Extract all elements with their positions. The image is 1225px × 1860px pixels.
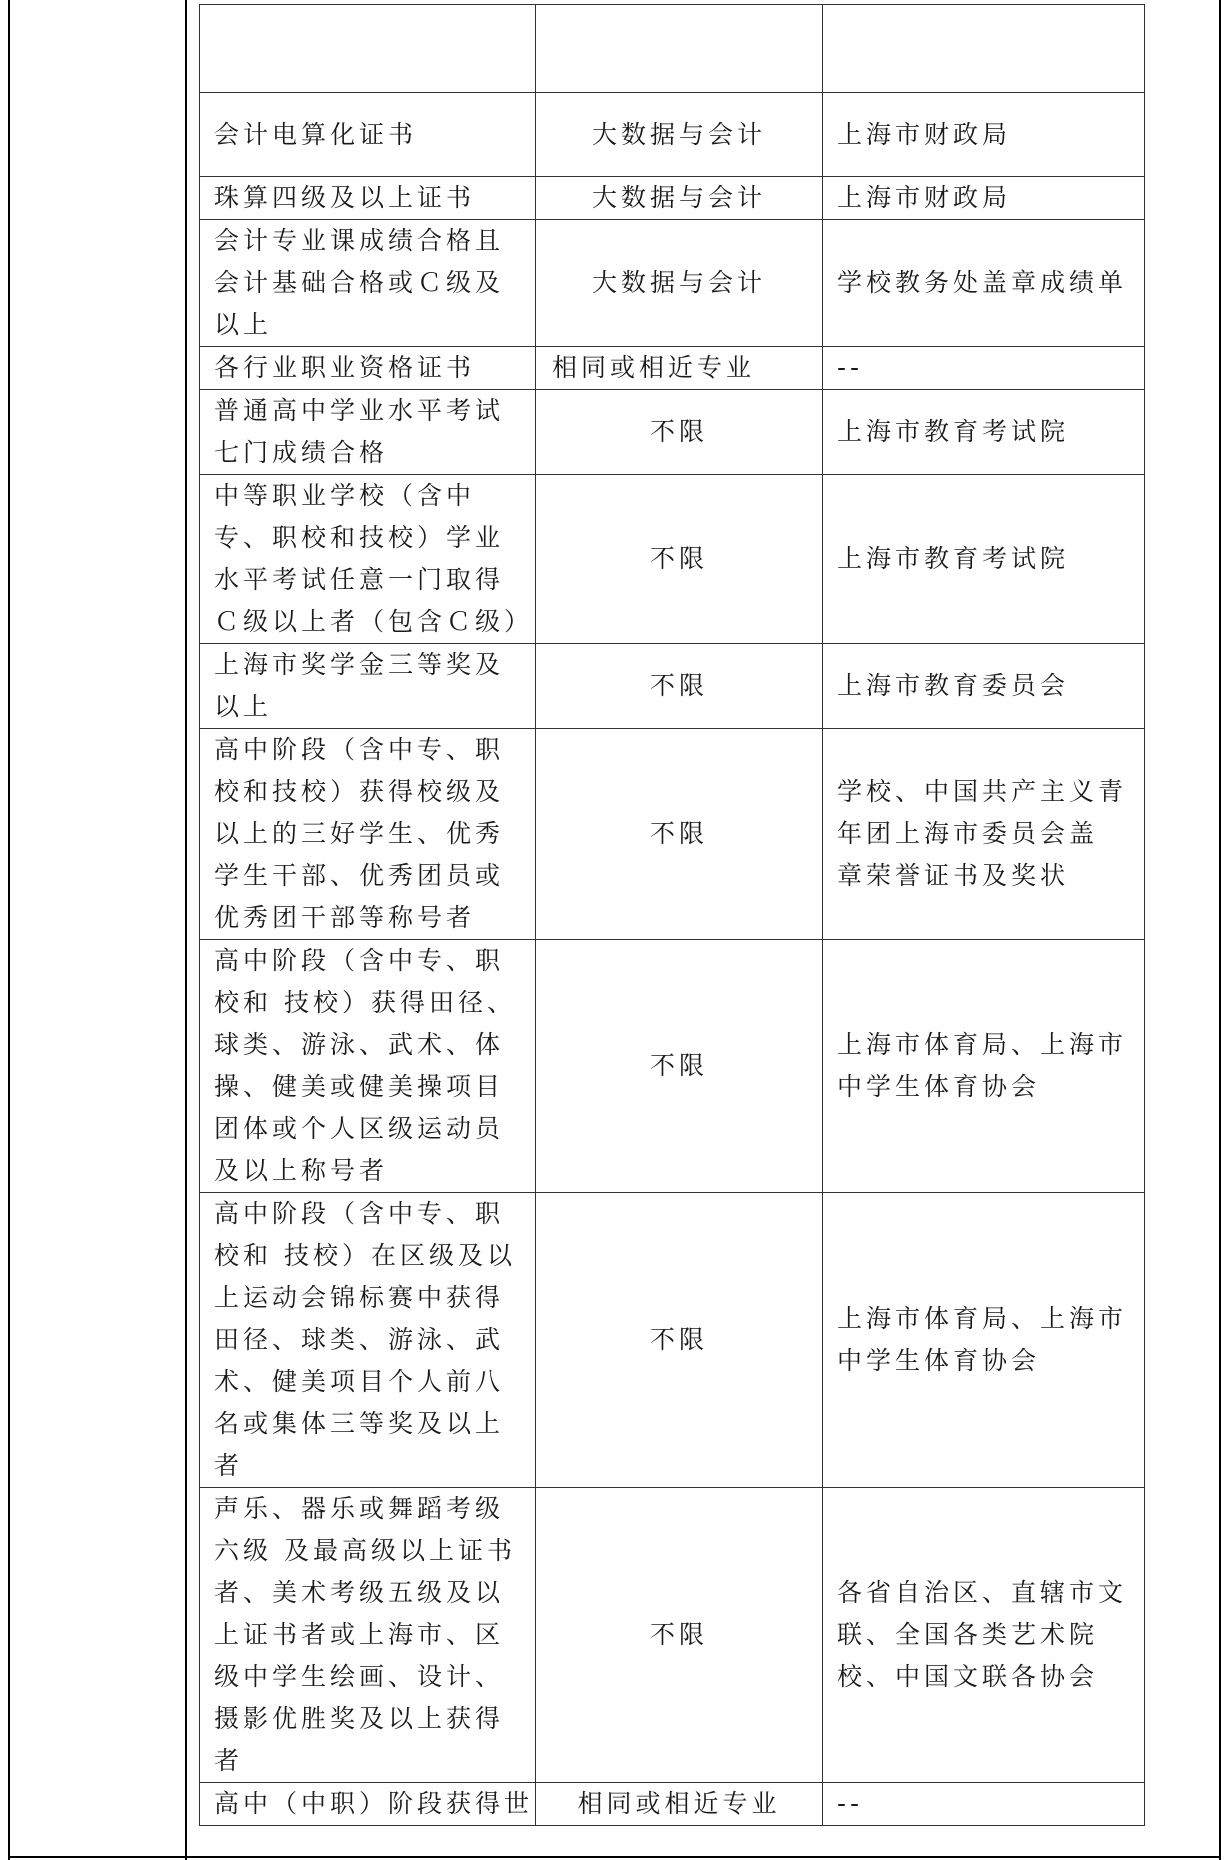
table-row xyxy=(200,475,1145,644)
certificate-cell: 高中阶段（含中专、职校和 技校）获得田径、球类、游泳、武术、体操、健美或健美操项目团体或个人区级运动员及以上称号者 xyxy=(200,940,536,1193)
certificate-cell xyxy=(200,5,536,93)
major-cell: 不限 xyxy=(536,1488,823,1783)
issuer-cell: -- xyxy=(823,1783,1145,1826)
issuer-cell: 上海市体育局、上海市中学生体育协会 xyxy=(823,1193,1145,1488)
issuer-cell: 上海市教育考试院 xyxy=(823,390,1145,475)
certificate-cell: 高中阶段（含中专、职校和 技校）在区级及以上运动会锦标赛中获得田径、球类、游泳、武术、健美项目个人前八名或集体三等奖及以上者 xyxy=(200,1193,536,1488)
issuer-cell: -- xyxy=(823,347,1145,390)
major-cell: 大数据与会计 xyxy=(536,93,823,177)
certificate-cell: 中等职业学校（含中专、职校和技校）学业水平考试任意一门取得Ｃ级以上者（包含Ｃ级） xyxy=(200,475,536,644)
certificate-cell: 各行业职业资格证书 xyxy=(200,347,536,390)
major-cell: 相同或相近专业 xyxy=(536,1783,823,1826)
issuer-cell: 上海市教育委员会 xyxy=(823,644,1145,729)
issuer-cell: 学校、中国共产主义青年团上海市委员会盖 章荣誉证书及奖状 xyxy=(823,729,1145,940)
issuer-cell: 上海市财政局 xyxy=(823,93,1145,177)
major-cell: 不限 xyxy=(536,390,823,475)
table-row xyxy=(200,729,1145,940)
table-row xyxy=(200,390,1145,475)
frame-right-border xyxy=(1219,0,1221,1860)
major-cell: 大数据与会计 xyxy=(536,177,823,220)
certificate-table xyxy=(199,4,1145,1826)
certificate-cell: 会计电算化证书 xyxy=(200,93,536,177)
issuer-cell: 上海市教育考试院 xyxy=(823,475,1145,644)
certificate-cell: 普通高中学业水平考试七门成绩合格 xyxy=(200,390,536,475)
certificate-cell: 高中阶段（含中专、职校和技校）获得校级及以上的三好学生、优秀学生干部、优秀团员或优秀团干部等称号者 xyxy=(200,729,536,940)
major-cell: 相同或相近专业 xyxy=(536,347,823,390)
issuer-cell: 学校教务处盖章成绩单 xyxy=(823,220,1145,347)
issuer-cell xyxy=(823,5,1145,93)
table-row xyxy=(200,1193,1145,1488)
major-cell: 不限 xyxy=(536,1193,823,1488)
table-row xyxy=(200,644,1145,729)
issuer-cell: 上海市财政局 xyxy=(823,177,1145,220)
table-row xyxy=(200,220,1145,347)
major-cell: 大数据与会计 xyxy=(536,220,823,347)
issuer-cell: 各省自治区、直辖市文联、全国各类艺术院校、中国文联各协会 xyxy=(823,1488,1145,1783)
certificate-cell: 上海市奖学金三等奖及以上 xyxy=(200,644,536,729)
certificate-cell: 会计专业课成绩合格且会计基础合格或Ｃ级及以上 xyxy=(200,220,536,347)
certificate-cell: 声乐、器乐或舞蹈考级六级 及最高级以上证书者、美术考级五级及以上证书者或上海市、区级中学生绘画、设计、摄影优胜奖及以上获得者 xyxy=(200,1488,536,1783)
table-row xyxy=(200,1783,1145,1826)
frame-bottom-border xyxy=(8,1856,1221,1858)
certificate-cell: 高中（中职）阶段获得世 xyxy=(200,1783,536,1826)
table-row xyxy=(200,940,1145,1193)
major-cell xyxy=(536,5,823,93)
major-cell: 不限 xyxy=(536,644,823,729)
table-row xyxy=(200,93,1145,177)
major-cell: 不限 xyxy=(536,729,823,940)
table-row xyxy=(200,347,1145,390)
major-cell: 不限 xyxy=(536,475,823,644)
frame-column-divider xyxy=(185,0,187,1860)
major-cell: 不限 xyxy=(536,940,823,1193)
certificate-cell: 珠算四级及以上证书 xyxy=(200,177,536,220)
table-row xyxy=(200,177,1145,220)
table-row xyxy=(200,5,1145,93)
table-row xyxy=(200,1488,1145,1783)
frame-left-border xyxy=(8,0,10,1860)
issuer-cell: 上海市体育局、上海市中学生体育协会 xyxy=(823,940,1145,1193)
